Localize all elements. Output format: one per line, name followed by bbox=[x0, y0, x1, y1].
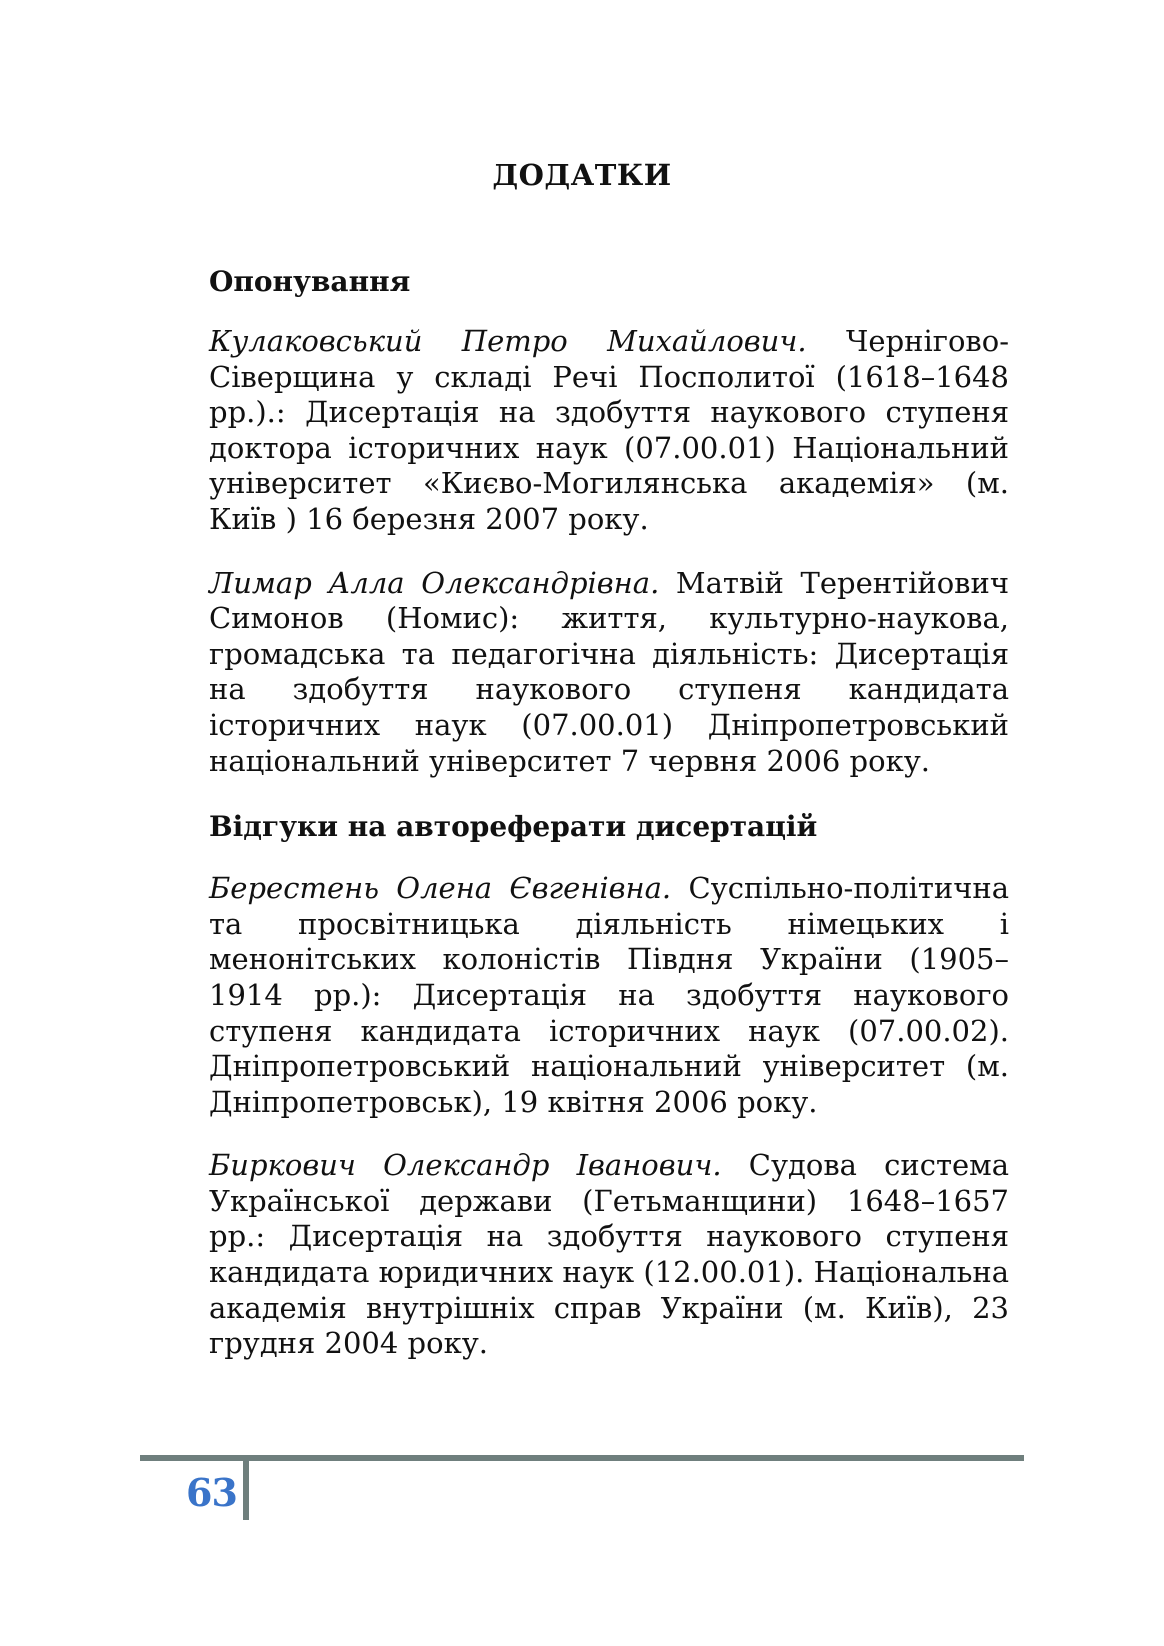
entry-author: Кулаковський Петро Михайлович. bbox=[209, 324, 807, 358]
section-heading-reviews: Відгуки на автореферати дисертацій bbox=[209, 810, 818, 844]
entry-author: Биркович Олександр Іванович. bbox=[209, 1148, 722, 1183]
entry-text: Матвій Терентійович Симонов (Номис): життя, культурно-наукова, громадська та педагогічна діяльність: Дисертація на здобуття наукового ступеня кандидата історичних наук (07.00.01) Дніпропетровський національний університет 7 червня 2006 року. bbox=[209, 565, 1009, 778]
entry-text: Чернігово-Сіверщина у складі Речі Посполитої (1618–1648 рр.).: Дисертація на здобуття наукового ступеня доктора історичних наук (07.00.01) Національний університет «Києво-Могилянська академія» (м. Київ ) 16 березня 2007 року. bbox=[209, 324, 1009, 536]
page-title: ДОДАТКИ bbox=[492, 158, 672, 192]
section-heading-opponency: Опонування bbox=[209, 265, 411, 298]
page-number: 63 bbox=[186, 1470, 237, 1515]
entry-author: Берестень Олена Євгенівна. bbox=[209, 871, 672, 906]
entry-kulakovskyi bbox=[209, 324, 1009, 538]
entry-text: Судова система Української держави (Гетьманщини) 1648–1657 рр.: Дисертація на здобуття наукового ступеня кандидата юридичних наук (12.00.01). Національна академія внутрішніх справ України (м. Київ), 23 грудня 2004 року. bbox=[209, 1148, 1009, 1361]
entry-beresten bbox=[209, 871, 1009, 1120]
footer-divider bbox=[243, 1455, 249, 1520]
entry-author: Лимар Алла Олександрівна. bbox=[209, 565, 660, 600]
entry-lymar bbox=[209, 566, 1009, 780]
entry-text: Суспільно-політична та просвітницька діяльність німецьких і менонітських колоністів Півдня України (1905–1914 рр.): Дисертація на здобуття наукового ступеня кандидата історичних наук (07.00.02). Дніпропетровський національний університет (м. Дніпропетровськ), 19 квітня 2006 року. bbox=[209, 871, 1010, 1119]
footer-rule bbox=[140, 1455, 1024, 1461]
entry-byrkovych bbox=[209, 1148, 1009, 1362]
document-body bbox=[209, 262, 1009, 1390]
